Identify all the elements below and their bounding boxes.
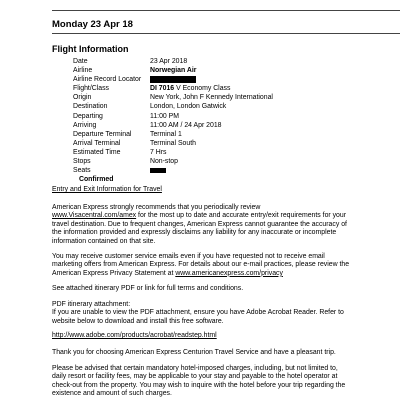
field-value: 23 Apr 2018 <box>150 58 188 65</box>
field-value: Non-stop <box>150 158 178 166</box>
field-value: Terminal 1 <box>150 130 182 138</box>
field-label: Flight/Class <box>73 85 109 93</box>
field-label: Departure Terminal <box>73 130 132 138</box>
field-label: Arriving <box>73 121 97 129</box>
field-label: Estimated Time <box>73 148 121 156</box>
text-line: information contained on that site. <box>52 237 156 245</box>
field-record-locator <box>73 75 400 84</box>
flight-class: V Economy Class <box>176 85 231 93</box>
field-label: Departing <box>73 112 103 120</box>
privacy-link[interactable]: www.americanexpress.com/privacy <box>175 269 283 277</box>
field-seats <box>73 166 400 175</box>
field-flight-class <box>73 84 400 93</box>
field-label: Destination <box>73 103 108 111</box>
top-divider <box>52 10 400 11</box>
field-stops <box>73 157 400 166</box>
field-arrival-terminal <box>73 139 400 148</box>
field-airline <box>73 66 400 75</box>
field-value: 7 Hrs <box>150 148 167 156</box>
field-destination <box>73 102 400 111</box>
hotel-charges-paragraph <box>52 365 398 399</box>
field-label: Arrival Terminal <box>73 139 121 147</box>
flight-number: DI 7016 <box>150 85 175 93</box>
field-label: Airline Record Locator <box>73 76 142 84</box>
text-line: American Express strongly recommends that you periodically review <box>52 204 261 211</box>
text-line: check-out from the property. You may wish to inquire with the hotel before your trip regarding the <box>52 381 346 389</box>
pdf-paragraph <box>52 301 398 326</box>
redaction-block <box>150 76 196 83</box>
field-arriving <box>73 121 400 130</box>
text-line: existence and amount of such charges. <box>52 390 172 398</box>
field-value <box>150 84 230 93</box>
field-label: Date <box>73 58 88 65</box>
text-line: Please be advised that certain mandatory hotel-imposed charges, including, but not limited to, <box>52 365 338 372</box>
field-label: Seats <box>73 167 91 175</box>
field-confirmed <box>73 175 400 184</box>
text-line: Thank you for choosing American Express Centurion Travel Service and have a pleasant trip. <box>52 349 336 356</box>
field-date <box>73 57 400 66</box>
visacentral-link[interactable]: www.Visacentral.com/amex <box>52 212 137 220</box>
field-value: Norwegian Air <box>150 67 197 75</box>
field-label: Origin <box>73 94 92 102</box>
entry-exit-link[interactable]: Entry and Exit Information for Travel <box>52 186 162 193</box>
field-label: Stops <box>73 158 91 166</box>
text-line: daily resort or facility fees, may be applicable to your stay and payable to the hotel operator at <box>52 373 338 381</box>
email-paragraph <box>52 253 398 278</box>
terms-paragraph <box>52 285 398 293</box>
field-value <box>150 75 196 84</box>
text-line <box>52 270 398 278</box>
flight-info-list <box>73 57 400 184</box>
field-origin <box>73 93 400 102</box>
text-fragment: American Express Privacy Statement at <box>52 269 176 277</box>
text-line: travel destination. Due to frequent changes, American Express cannot guarantee the accuracy of <box>52 220 347 228</box>
text-fragment: for the most up to date and accurate entry/exit requirements for your <box>136 212 347 220</box>
visa-paragraph <box>52 204 398 246</box>
text-line: See attached itinerary PDF or link for full terms and conditions. <box>52 285 244 292</box>
text-line: website below to download and install this free software. <box>52 317 224 325</box>
field-label: Confirmed <box>79 176 114 184</box>
adobe-link[interactable]: http://www.adobe.com/products/acrobat/readstep.html <box>52 332 217 339</box>
field-value: 11:00 AM / 24 Apr 2018 <box>150 121 222 129</box>
field-value: Terminal South <box>150 139 196 147</box>
field-value: London, London Gatwick <box>150 103 227 111</box>
field-label: Airline <box>73 67 93 75</box>
adobe-paragraph <box>52 332 398 340</box>
section-title: Flight Information <box>52 44 129 54</box>
text-line: If you are unable to view the PDF attachment, ensure you have Adobe Acrobat Reader. Refer to <box>52 309 344 317</box>
field-value: 11:00 PM <box>150 112 179 120</box>
thank-you-paragraph <box>52 349 398 357</box>
text-line <box>52 212 398 220</box>
field-value <box>150 166 166 175</box>
text-line: PDF itinerary attachment: <box>52 301 131 308</box>
entry-exit-paragraph <box>52 186 398 194</box>
field-departure-terminal <box>73 130 400 139</box>
text-line: the information provided and expressly disclaims any liability for any inaccurate or incomplete <box>52 229 337 237</box>
field-value: New York, John F Kennedy International <box>150 94 273 102</box>
section-divider <box>52 33 400 34</box>
text-line: You may receive customer service emails even if you have requested not to receive email <box>52 253 325 260</box>
date-heading: Monday 23 Apr 18 <box>52 19 133 30</box>
text-line: marketing offers from American Express. For details about our e-mail practices, please review the <box>52 261 350 269</box>
redaction-block <box>150 168 166 173</box>
field-estimated-time <box>73 148 400 157</box>
field-departing <box>73 112 400 121</box>
